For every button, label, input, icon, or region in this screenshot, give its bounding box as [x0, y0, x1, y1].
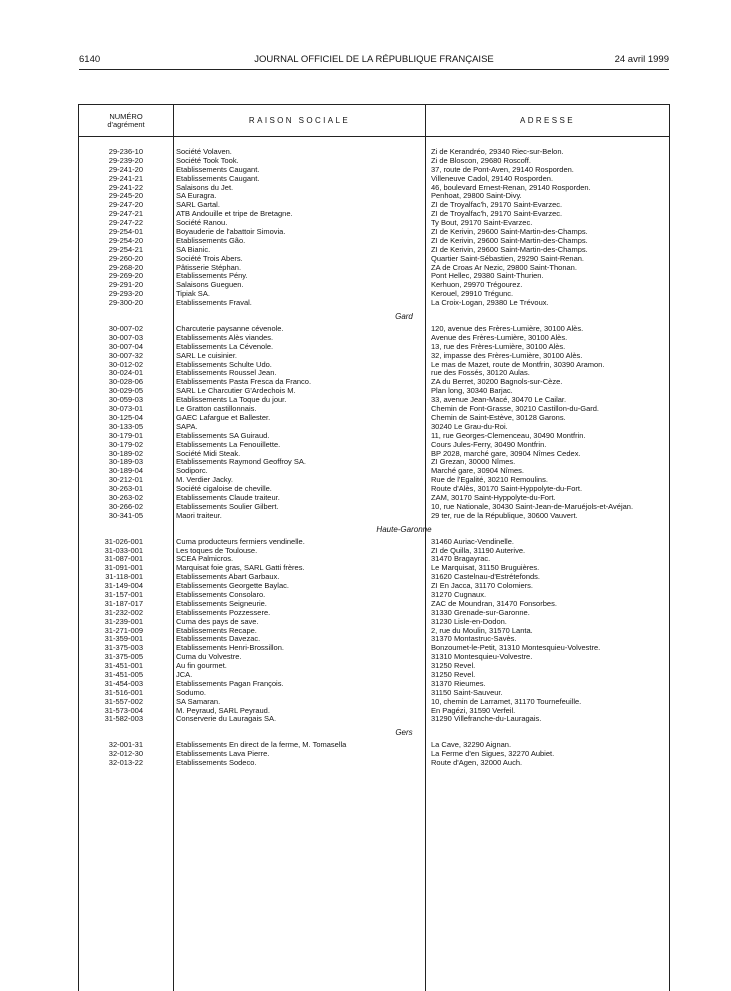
- raison-sociale: Etablissements La Fenouillette.: [176, 439, 281, 449]
- raison-sociale: M. Verdier Jacky.: [176, 475, 233, 485]
- raison-sociale: Société Trois Abers.: [176, 253, 243, 263]
- raison-sociale: Etablissements Abart Garbaux.: [176, 572, 280, 582]
- column-header-numero-line2: d'agrément: [107, 119, 145, 129]
- adresse: Chemin de Saint-Estève, 30128 Garons.: [431, 412, 566, 422]
- agrement-number: 31-271-009: [104, 625, 143, 635]
- adresse: Le Marquisat, 31150 Bruguières.: [431, 563, 540, 573]
- raison-sociale: Etablissements Caugant.: [176, 173, 260, 183]
- raison-sociale: Etablissements La Cévenole.: [176, 341, 274, 351]
- table-row: [79, 272, 669, 281]
- section-title: Gard: [395, 312, 413, 322]
- agrement-number: 31-091-001: [104, 563, 143, 573]
- page-header: [79, 54, 669, 68]
- agrement-number: 29-245-20: [108, 191, 143, 201]
- column-header-adresse: ADRESSE: [519, 116, 576, 125]
- table-row: [79, 450, 669, 459]
- agrement-number: 32-012-30: [108, 749, 143, 759]
- table-row: [79, 458, 669, 467]
- agrement-number: 30-189-02: [108, 448, 143, 458]
- raison-sociale: Société Volaven.: [176, 147, 232, 156]
- agrement-number: 31-375-003: [104, 643, 143, 653]
- agrement-number: 30-179-01: [108, 430, 143, 440]
- agrement-number: 31-451-001: [104, 661, 143, 671]
- adresse: ZI de Troyalfac'h, 29170 Saint-Evarzec.: [431, 209, 563, 219]
- table-row: [79, 662, 669, 671]
- raison-sociale: Etablissements La Toque du jour.: [176, 395, 287, 405]
- raison-sociale: GAEC Lafargue et Ballester.: [176, 412, 271, 422]
- adresse: 2, rue du Moulin, 31570 Lanta.: [431, 625, 533, 635]
- agrement-number: 30-007-02: [108, 324, 143, 334]
- raison-sociale: Le Gratton castillonnais.: [176, 404, 257, 414]
- adresse: 31230 Lisle-en-Dodon.: [431, 616, 507, 626]
- adresse: ZI En Jacca, 31170 Colomiers.: [431, 581, 533, 591]
- adresse: Route d'Alès, 30170 Saint-Hyppolyte-du-Fort.: [431, 484, 583, 494]
- raison-sociale: Etablissements Fraval.: [176, 298, 252, 308]
- adresse: Cours Jules-Ferry, 30490 Montfrin.: [431, 439, 547, 449]
- agrement-number: 29-254-21: [108, 244, 143, 254]
- adresse: 37, route de Pont-Aven, 29140 Rosporden.: [431, 164, 574, 174]
- raison-sociale: Etablissements Pagan François.: [176, 678, 284, 688]
- agrement-number: 31-454-003: [104, 678, 143, 688]
- raison-sociale: Etablissements Georgette Baylac.: [176, 581, 289, 591]
- agrement-number: 31-359-001: [104, 634, 143, 644]
- raison-sociale: Etablissements Lava Pierre.: [176, 749, 270, 759]
- raison-sociale: Société Midi Steak.: [176, 448, 241, 458]
- adresse: rue des Fossés, 30120 Aulas.: [431, 368, 530, 378]
- table-row: [79, 148, 669, 157]
- raison-sociale: Etablissements Pasta Fresca da Franco.: [176, 377, 312, 387]
- agrement-number: 31-573-004: [104, 705, 143, 715]
- table-row: [79, 361, 669, 370]
- agrement-number: 31-232-002: [104, 607, 143, 617]
- raison-sociale: Etablissements Consolaro.: [176, 589, 266, 599]
- agrement-number: 30-125-04: [108, 412, 143, 422]
- agrement-number: 31-451-005: [104, 669, 143, 679]
- agrement-number: 29-268-20: [108, 262, 143, 272]
- table-row: [79, 325, 669, 334]
- table-row: [79, 299, 669, 308]
- table-row: [79, 573, 669, 582]
- raison-sociale: Etablissements Pozzessere.: [176, 607, 271, 617]
- table-row: [79, 485, 669, 494]
- raison-sociale: Au fin gourmet.: [176, 661, 227, 671]
- adresse: 32, impasse des Frères-Lumière, 30100 Alès.: [431, 350, 583, 360]
- adresse: 11, rue Georges-Clemenceau, 30490 Montfrin.: [431, 430, 586, 440]
- agrement-number: 30-341-05: [108, 510, 143, 520]
- raison-sociale: Société Took Took.: [176, 155, 239, 165]
- adresse: 31460 Auriac-Vendinelle.: [431, 536, 514, 546]
- table-row: [79, 378, 669, 387]
- raison-sociale: SCEA Palmicros.: [176, 554, 234, 564]
- raison-sociale: Etablissements Seigneurie.: [176, 598, 267, 608]
- adresse: Quartier Saint-Sébastien, 29290 Saint-Renan.: [431, 253, 585, 263]
- adresse: ZA de Croas Ar Nezic, 29800 Saint-Thonan.: [431, 262, 577, 272]
- table-row: [79, 644, 669, 653]
- raison-sociale: Etablissements Recape.: [176, 625, 257, 635]
- table-row: [79, 387, 669, 396]
- agrement-number: 29-300-20: [108, 298, 143, 308]
- table-row: [79, 555, 669, 564]
- adresse: 30240 Le Grau-du-Roi.: [431, 421, 508, 431]
- table-row: [79, 281, 669, 290]
- column-header-numero-line1: NUMÉRO: [109, 111, 143, 121]
- table-row: [79, 564, 669, 573]
- raison-sociale: Pâtisserie Stéphan.: [176, 262, 242, 272]
- adresse: 31290 Villefranche-du-Lauragais.: [431, 714, 542, 724]
- table-row: [79, 184, 669, 193]
- agrement-number: 29-241-22: [108, 182, 143, 192]
- adresse: Zi de Kerandréo, 29340 Riec-sur-Belon.: [431, 147, 564, 156]
- table-header: [79, 105, 669, 137]
- raison-sociale: Société cigaloise de cheville.: [176, 484, 272, 494]
- agrement-number: 31-033-001: [104, 545, 143, 555]
- journal-title: JOURNAL OFFICIEL DE LA RÉPUBLIQUE FRANÇAISE: [254, 54, 494, 65]
- adresse: 13, rue des Frères-Lumière, 30100 Alès.: [431, 341, 566, 351]
- agrement-number: 29-269-20: [108, 271, 143, 281]
- agrement-number: 30-189-03: [108, 457, 143, 467]
- raison-sociale: Etablissements Gão.: [176, 235, 246, 245]
- table-row: [79, 538, 669, 547]
- table-body: [79, 148, 669, 768]
- adresse: ZI de Kerivin, 29600 Saint-Martin-des-Champs.: [431, 227, 588, 237]
- raison-sociale: SA Bianic.: [176, 244, 211, 254]
- agrement-number: 29-241-21: [108, 173, 143, 183]
- table-row: [79, 759, 669, 768]
- raison-sociale: SA Samaran.: [176, 696, 221, 706]
- agrement-number: 31-582-003: [104, 714, 143, 724]
- raison-sociale: Etablissements Claude traiteur.: [176, 492, 280, 502]
- table-row: [79, 467, 669, 476]
- raison-sociale: Salaisons du Jet.: [176, 182, 234, 192]
- agrement-number: 29-260-20: [108, 253, 143, 263]
- raison-sociale: Cuma du Volvestre.: [176, 652, 242, 662]
- agrement-number: 30-007-04: [108, 341, 143, 351]
- adresse: Avenue des Frères-Lumière, 30100 Alès.: [431, 332, 568, 342]
- table-row: [79, 264, 669, 273]
- adresse: Marché gare, 30904 Nîmes.: [431, 466, 524, 476]
- adresse: 31250 Revel.: [431, 669, 476, 679]
- adresse: 10, rue Nationale, 30430 Saint-Jean-de-Maruéjols-et-Avéjan.: [431, 501, 634, 511]
- raison-sociale: Etablissements Henri-Brossillon.: [176, 643, 284, 653]
- section-title: Gers: [395, 728, 413, 738]
- agrement-number: 29-241-20: [108, 164, 143, 174]
- table-row: [79, 591, 669, 600]
- page-number: 6140: [79, 54, 101, 65]
- raison-sociale: Etablissements Sodeco.: [176, 758, 257, 768]
- agrement-number: 30-029-05: [108, 386, 143, 396]
- raison-sociale: ATB Andouille et tripe de Bretagne.: [176, 209, 293, 219]
- adresse: Bonzoumet-le-Petit, 31310 Montesquieu-Volvestre.: [431, 643, 601, 653]
- agrement-number: 30-189-04: [108, 466, 143, 476]
- adresse: BP 2028, marché gare, 30904 Nîmes Cedex.: [431, 448, 581, 458]
- table-row: [79, 414, 669, 423]
- adresse: La Cave, 32290 Aignan.: [431, 740, 512, 750]
- raison-sociale: SARL Le cuisinier.: [176, 350, 238, 360]
- agrement-number: 29-293-20: [108, 289, 143, 299]
- agrement-number: 31-118-001: [105, 572, 143, 582]
- agrement-number: 30-263-02: [108, 492, 143, 502]
- adresse: ZI de Kerivin, 29600 Saint-Martin-des-Champs.: [431, 235, 588, 245]
- adresse: ZAC de Moundran, 31470 Fonsorbes.: [431, 598, 557, 608]
- agrement-number: 30-179-02: [108, 439, 143, 449]
- header-rule: [79, 69, 669, 70]
- agrement-number: 31-157-001: [104, 589, 143, 599]
- raison-sociale: Etablissements Davezac.: [176, 634, 261, 644]
- table-row: [79, 290, 669, 299]
- raison-sociale: Sodumo.: [176, 687, 207, 697]
- raison-sociale: Maori traiteur.: [176, 510, 222, 520]
- publication-date: 24 avril 1999: [614, 54, 669, 65]
- table-row: [79, 255, 669, 264]
- raison-sociale: Salaisons Gueguen.: [176, 280, 244, 290]
- agrement-number: 30-263-01: [108, 484, 143, 494]
- table-row: [79, 503, 669, 512]
- adresse: La Croix-Logan, 29380 Le Trévoux.: [431, 298, 549, 308]
- table-row: [79, 210, 669, 219]
- raison-sociale: Etablissements SA Guiraud.: [176, 430, 270, 440]
- adresse: Zi de Bloscon, 29680 Roscoff.: [431, 155, 531, 165]
- raison-sociale: Etablissements Caugant.: [176, 164, 260, 174]
- agrement-number: 30-073-01: [108, 404, 143, 414]
- adresse: En Pagézi, 31590 Verfeil.: [431, 705, 516, 715]
- table-row: [79, 707, 669, 716]
- adresse: 31270 Cugnaux.: [431, 589, 487, 599]
- adresse: Penhoat, 29800 Saint-Divy.: [431, 191, 522, 201]
- adresse: La Ferme d'en Sigues, 32270 Aubiet.: [431, 749, 555, 759]
- raison-sociale: Etablissements Schulte Udo.: [176, 359, 272, 369]
- table-row: [79, 609, 669, 618]
- agrement-number: 31-026-001: [104, 536, 143, 546]
- raison-sociale: M. Peyraud, SARL Peyraud.: [176, 705, 270, 715]
- adresse: Kerhuon, 29970 Trégourez.: [431, 280, 523, 290]
- raison-sociale: Etablissements Roussel Jean.: [176, 368, 277, 378]
- adresse: 46, boulevard Ernest-Renan, 29140 Rosporden.: [431, 182, 591, 192]
- agrement-number: 31-187-017: [104, 598, 143, 608]
- table-row: [79, 680, 669, 689]
- raison-sociale: SARL Le Charcutier G'Ardechois M.: [176, 386, 296, 396]
- adresse: 31330 Grenade-sur-Garonne.: [431, 607, 530, 617]
- table-row: [79, 653, 669, 662]
- raison-sociale: Société Ranou.: [176, 218, 228, 228]
- adresse: Ty Bout, 29170 Saint-Evarzec.: [431, 218, 533, 228]
- table-row: [79, 547, 669, 556]
- adresse: Pont Hellec, 29380 Saint-Thurien.: [431, 271, 544, 281]
- adresse: ZI de Troyalfac'h, 29170 Saint-Evarzec.: [431, 200, 563, 210]
- table-row: [79, 618, 669, 627]
- adresse: 31620 Castelnau-d'Estrétefonds.: [431, 572, 541, 582]
- column-header-numero: [79, 105, 173, 136]
- table-row: [79, 405, 669, 414]
- adresse: ZAM, 30170 Saint-Hyppolyte-du-Fort.: [431, 492, 556, 502]
- section-title: Haute-Garonne: [376, 524, 432, 534]
- raison-sociale: JCA.: [176, 669, 193, 679]
- raison-sociale: Charcuterie paysanne cévenole.: [176, 324, 284, 334]
- agrement-number: 31-557-002: [104, 696, 143, 706]
- table-row: [79, 512, 669, 521]
- raison-sociale: SAPA.: [176, 421, 198, 431]
- adresse: ZA du Berret, 30200 Bagnols-sur-Cèze.: [431, 377, 563, 387]
- table-row: [79, 369, 669, 378]
- adresse: ZI de Kerivin, 29600 Saint-Martin-des-Champs.: [431, 244, 588, 254]
- table-row: [79, 741, 669, 750]
- raison-sociale: Tipiak SA.: [176, 289, 210, 299]
- agrement-number: 30-007-32: [108, 350, 143, 360]
- agrement-number: 30-012-02: [108, 359, 143, 369]
- agrement-number: 32-013-22: [108, 758, 143, 768]
- adresse: 31370 Montastruc-Savès.: [431, 634, 517, 644]
- raison-sociale: SARL Gartal.: [176, 200, 220, 210]
- agrement-number: 30-266-02: [108, 501, 143, 511]
- agrement-number: 29-254-01: [108, 227, 143, 237]
- table-row: [79, 201, 669, 210]
- agrement-number: 29-254-20: [108, 235, 143, 245]
- agrement-number: 30-133-05: [108, 421, 143, 431]
- table-row: [79, 334, 669, 343]
- adresse: 29 ter, rue de la République, 30600 Vauvert.: [431, 510, 578, 520]
- raison-sociale: Etablissements Pény.: [176, 271, 248, 281]
- table-row: [79, 750, 669, 759]
- raison-sociale: Cuma des pays de save.: [176, 616, 259, 626]
- agrement-number: 30-212-01: [108, 475, 143, 485]
- agrement-number: 29-236-10: [108, 147, 143, 156]
- adresse: Kerouel, 29910 Trégunc.: [431, 289, 514, 299]
- table-row: [79, 582, 669, 591]
- table-row: [79, 600, 669, 609]
- agrement-number: 31-516-001: [104, 687, 143, 697]
- table-row: [79, 432, 669, 441]
- raison-sociale: Boyauderie de l'abattoir Simovia.: [176, 227, 286, 237]
- agrement-number: 31-239-001: [104, 616, 143, 626]
- adresse: 120, avenue des Frères-Lumière, 30100 Alès.: [431, 324, 584, 334]
- adresse: 31470 Bragayrac.: [431, 554, 491, 564]
- agrement-number: 29-239-20: [108, 155, 143, 165]
- adresse: 31150 Saint-Sauveur.: [431, 687, 503, 697]
- adresse: ZI Grezan, 30000 Nîmes.: [431, 457, 516, 467]
- agrement-number: 32-001-31: [108, 740, 143, 750]
- adresse: 31250 Revel.: [431, 661, 476, 671]
- raison-sociale: Marquisat foie gras, SARL Gatti frères.: [176, 563, 305, 573]
- table-row: [79, 627, 669, 636]
- adresse: Rue de l'Egalité, 30210 Remoulins.: [431, 475, 548, 485]
- raison-sociale: Etablissements Raymond Geoffroy SA.: [176, 457, 306, 467]
- agrement-number: 29-247-22: [108, 218, 143, 228]
- raison-sociale: Etablissements Soulier Gilbert.: [176, 501, 279, 511]
- agrement-number: 31-087-001: [104, 554, 143, 564]
- raison-sociale: SA Euragra.: [176, 191, 217, 201]
- raison-sociale: Cuma producteurs fermiers vendinelle.: [176, 536, 305, 546]
- agrement-number: 29-247-20: [108, 200, 143, 210]
- adresse: 31310 Montesquieu-Volvestre.: [431, 652, 533, 662]
- adresse: 31370 Rieumes.: [431, 678, 486, 688]
- agrement-number: 31-375-005: [104, 652, 143, 662]
- adresse: 33, avenue Jean-Macé, 30470 Le Cailar.: [431, 395, 567, 405]
- agrement-number: 31-149-004: [104, 581, 143, 591]
- agrement-number: 30-024-01: [108, 368, 143, 378]
- table-row: [79, 166, 669, 175]
- raison-sociale: Conserverie du Lauragais SA.: [176, 714, 277, 724]
- adresse: Route d'Agen, 32000 Auch.: [431, 758, 523, 768]
- agrement-table: [78, 104, 670, 991]
- column-header-raison-sociale: RAISON SOCIALE: [248, 116, 351, 125]
- adresse: Villeneuve Cadol, 29140 Rosporden.: [431, 173, 554, 183]
- raison-sociale: Etablissements Alès viandes.: [176, 332, 274, 342]
- adresse: Le mas de Mazet, route de Montfrin, 30390 Aramon.: [431, 359, 605, 369]
- raison-sociale: Etablissements En direct de la ferme, M. Tomasella: [176, 740, 347, 750]
- adresse: ZI de Quilla, 31190 Auterive.: [431, 545, 526, 555]
- adresse: 10, chemin de Larramet, 31170 Tournefeuille.: [431, 696, 582, 706]
- agrement-number: 30-007-03: [108, 332, 143, 342]
- table-row: [79, 192, 669, 201]
- adresse: Plan long, 30340 Barjac.: [431, 386, 513, 396]
- agrement-number: 29-247-21: [108, 209, 143, 219]
- raison-sociale: Sodiporc.: [176, 466, 208, 476]
- table-row: [79, 157, 669, 166]
- table-row: [79, 698, 669, 707]
- raison-sociale: Les toques de Toulouse.: [176, 545, 258, 555]
- table-row: [79, 671, 669, 680]
- agrement-number: 30-028-06: [108, 377, 143, 387]
- adresse: Chemin de Font-Grasse, 30210 Castillon-du-Gard.: [431, 404, 599, 414]
- table-row: [79, 715, 669, 724]
- agrement-number: 30-059-03: [108, 395, 143, 405]
- agrement-number: 29-291-20: [108, 280, 143, 290]
